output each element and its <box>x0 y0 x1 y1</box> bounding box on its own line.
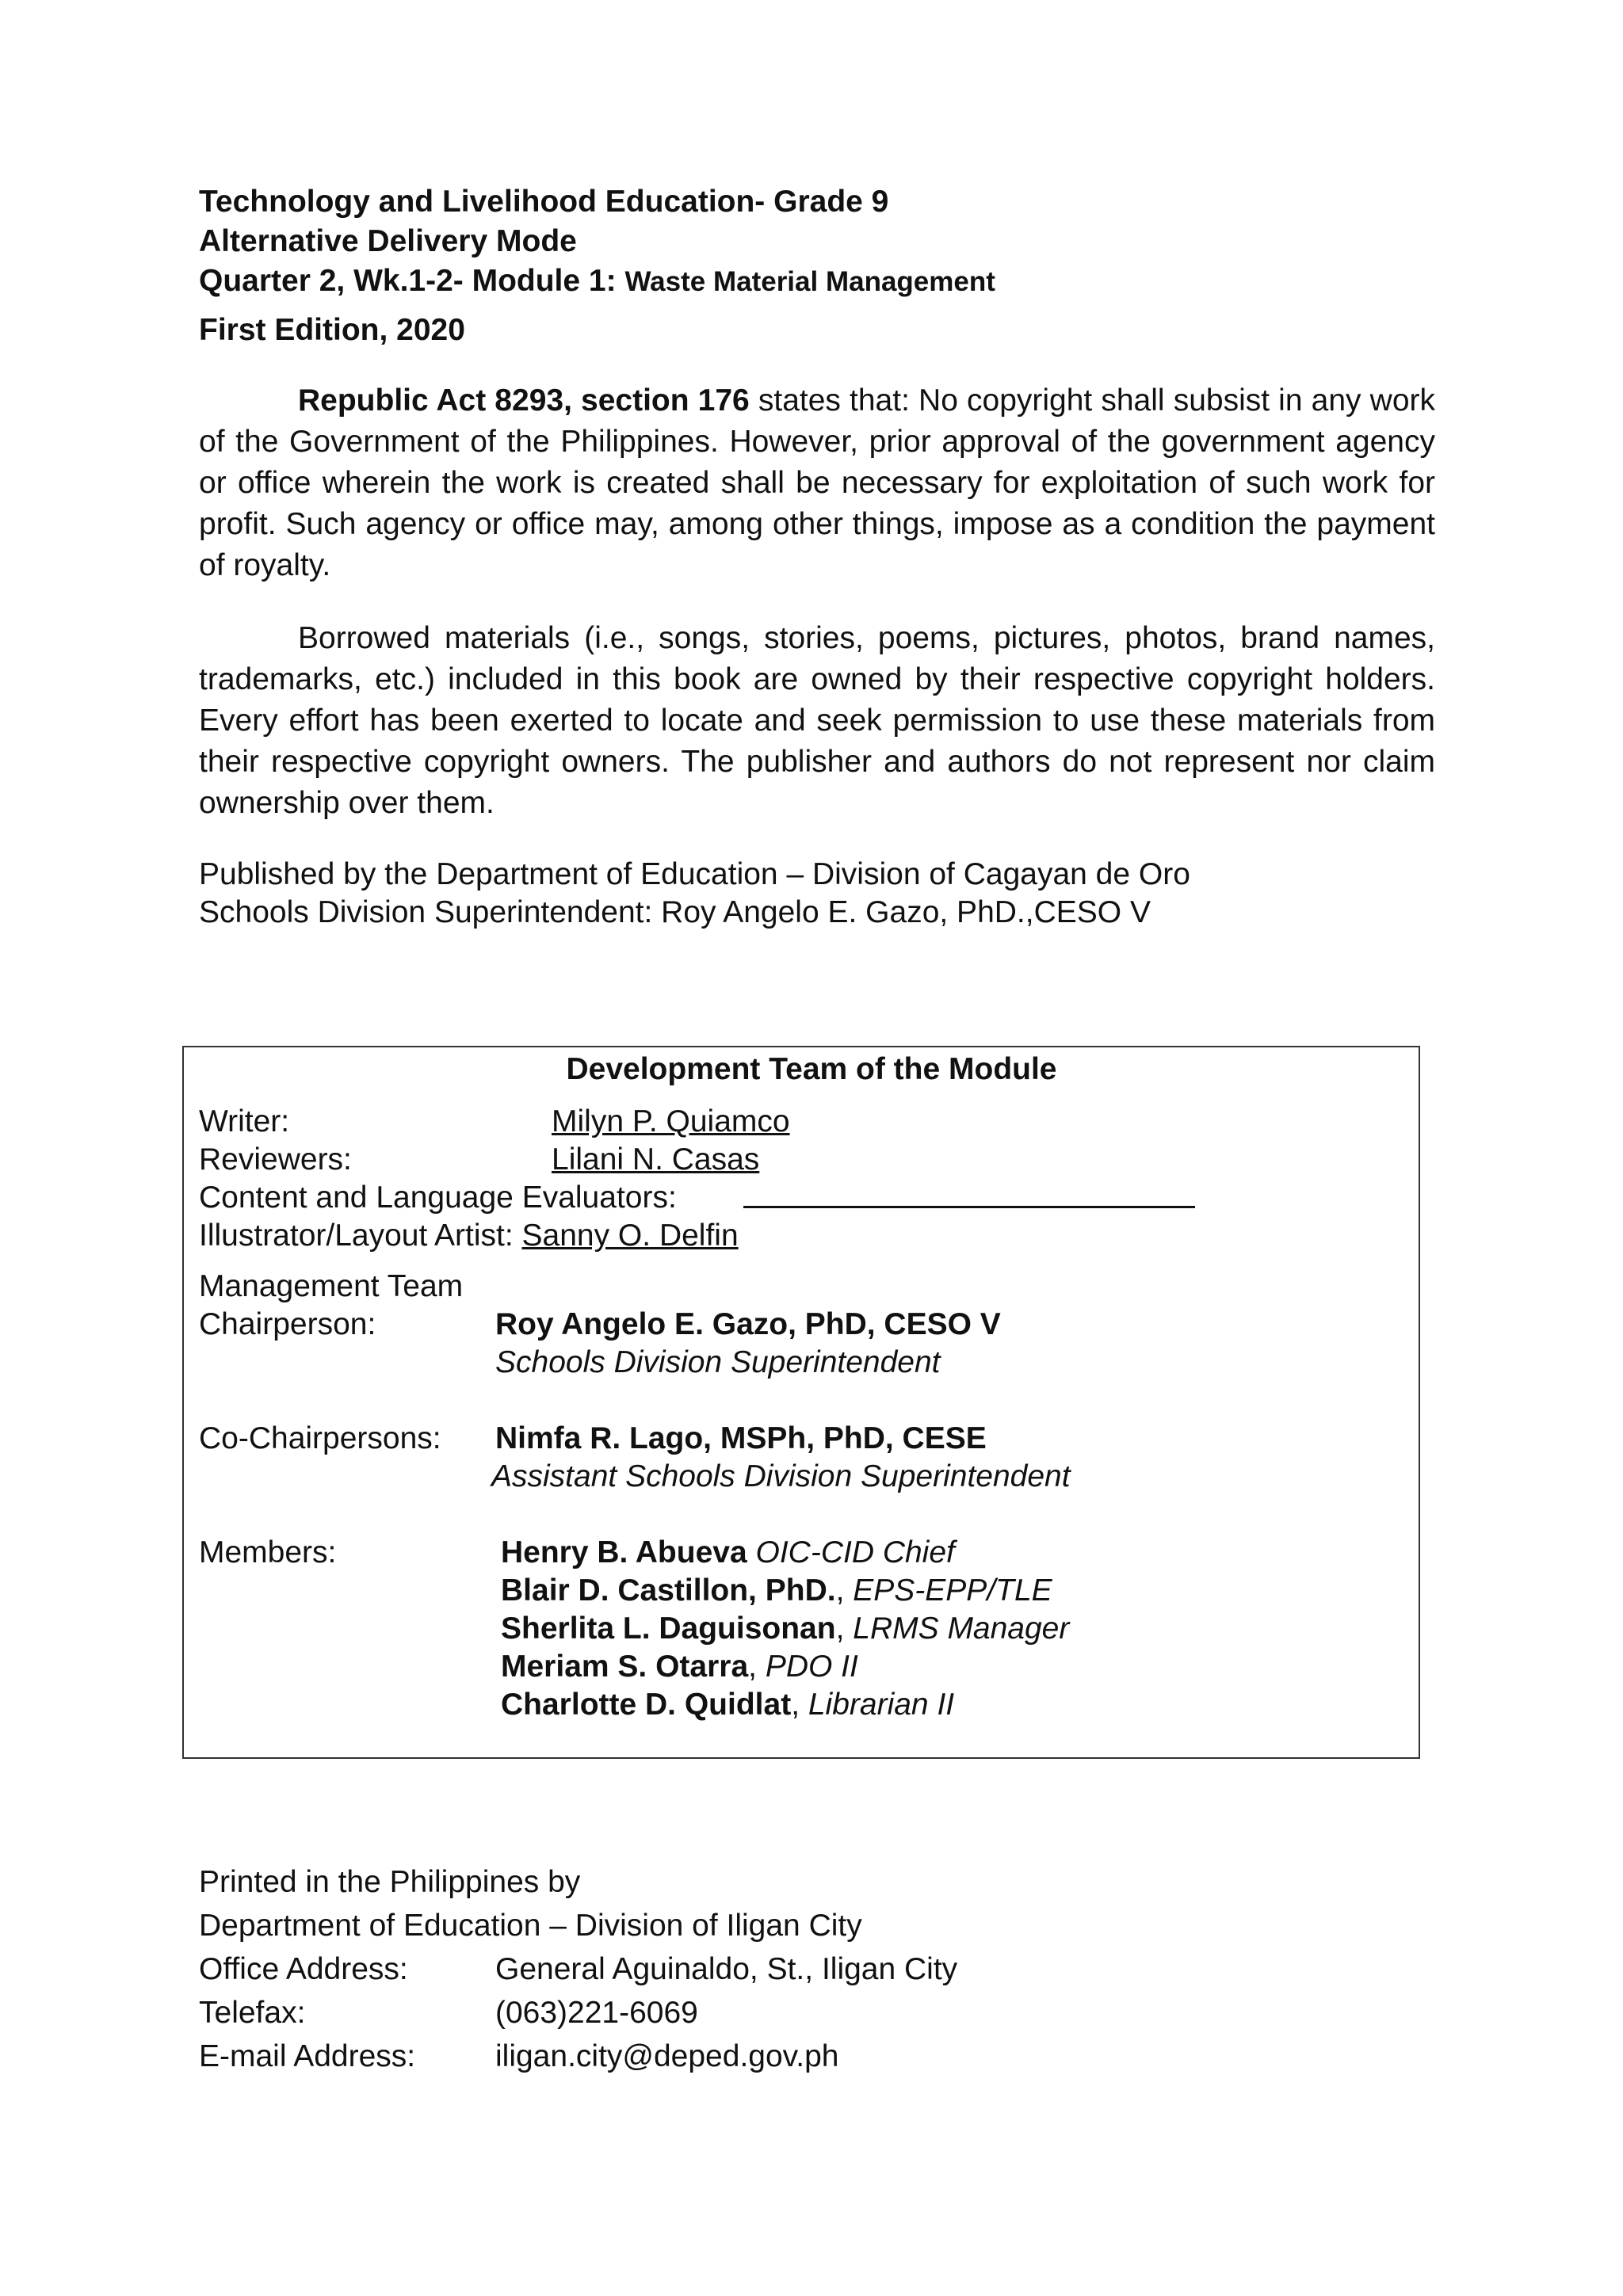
copyright-paragraph <box>199 380 1435 586</box>
module-quarter-line <box>199 261 995 302</box>
co-chairperson-title: Assistant Schools Division Superintendent <box>491 1459 1071 1493</box>
office-address-label: Office Address: <box>199 1952 408 1986</box>
copyright-law: Republic Act 8293, section 176 <box>298 383 750 418</box>
email-address: iligan.city@deped.gov.ph <box>495 2039 839 2073</box>
edition: First Edition, 2020 <box>199 313 465 347</box>
illustrator-name: Sanny O. Delfin <box>521 1219 739 1253</box>
printed-by: Printed in the Philippines by <box>199 1865 581 1899</box>
member-name: Meriam S. Otarra <box>501 1650 749 1684</box>
member-role: EPS-EPP/TLE <box>853 1573 1052 1608</box>
telefax-label: Telefax: <box>199 1996 306 2030</box>
evaluators-blank <box>743 1179 1195 1218</box>
chairperson-title: Schools Division Superintendent <box>495 1345 941 1379</box>
chairperson-name: Roy Angelo E. Gazo, PhD, CESO V <box>495 1307 1001 1341</box>
members-label: Members: <box>199 1535 337 1569</box>
office-address: General Aguinaldo, St., Iligan City <box>495 1952 958 1986</box>
borrowed-materials-paragraph: Borrowed materials (i.e., songs, stories, poems, pictures, photos, brand names, trademarks, etc.) included in this book are owned by their respective copyright holders. Every effort has been exerted to locate and seek permission to use these materials from their respective copyright owners. The publisher and authors do not represent nor claim ownership over them. <box>199 621 1435 820</box>
reviewers-label: Reviewers: <box>199 1142 352 1177</box>
evaluators-label: Content and Language Evaluators: <box>199 1180 677 1215</box>
member-role: Librarian II <box>808 1688 955 1722</box>
superintendent-line: Schools Division Superintendent: Roy Angelo E. Gazo, PhD.,CESO V <box>199 895 1151 929</box>
writer-name: Milyn P. Quiamco <box>552 1104 790 1138</box>
member-role: LRMS Manager <box>853 1611 1070 1646</box>
member-role: OIC-CID Chief <box>755 1535 955 1569</box>
management-team-label: Management Team <box>199 1269 464 1303</box>
member-name: Henry B. Abueva <box>501 1535 747 1569</box>
member-row: Blair D. Castillon, PhD., EPS-EPP/TLE <box>501 1573 1052 1608</box>
publisher-line: Published by the Department of Education – Division of Cagayan de Oro <box>199 857 1190 891</box>
chairperson-label: Chairperson: <box>199 1307 376 1341</box>
illustrator-line <box>199 1217 739 1255</box>
member-row: Sherlita L. Daguisonan, LRMS Manager <box>501 1611 1070 1646</box>
member-name: Sherlita L. Daguisonan <box>501 1611 836 1646</box>
team-title: Development Team of the Module <box>566 1052 1057 1086</box>
telefax-number: (063)221-6069 <box>495 1996 698 2030</box>
member-row: Charlotte D. Quidlat, Librarian II <box>501 1688 955 1722</box>
printer-division: Department of Education – Division of Iligan City <box>199 1909 862 1943</box>
member-row: Meriam S. Otarra, PDO II <box>501 1650 858 1684</box>
member-name: Blair D. Castillon, PhD. <box>501 1573 836 1608</box>
co-chairpersons-label: Co-Chairpersons: <box>199 1421 441 1455</box>
member-row <box>501 1534 955 1572</box>
co-chairperson-name: Nimfa R. Lago, MSPh, PhD, CESE <box>495 1421 987 1455</box>
module-topic: Waste Material Management <box>624 266 995 297</box>
illustrator-label: Illustrator/Layout Artist: <box>199 1219 522 1253</box>
reviewers-name: Lilani N. Casas <box>552 1142 760 1177</box>
quarter-prefix: Quarter 2, Wk.1-2- Module 1: <box>199 264 625 298</box>
email-label: E-mail Address: <box>199 2039 416 2073</box>
module-title: Technology and Livelihood Education- Grade 9 <box>199 185 889 219</box>
delivery-mode: Alternative Delivery Mode <box>199 224 577 258</box>
member-name: Charlotte D. Quidlat <box>501 1688 792 1722</box>
writer-label: Writer: <box>199 1104 290 1138</box>
copyright-text: states that: No copyright shall subsist in any work of the Government of the Philippines. However, prior approval of the government agency or office wherein the work is created shall be necessary for exploitation of such work for profit. Such agency or office may, among other things, impose as a condition the payment of royalty. <box>199 383 1435 582</box>
member-role: PDO II <box>765 1650 858 1684</box>
